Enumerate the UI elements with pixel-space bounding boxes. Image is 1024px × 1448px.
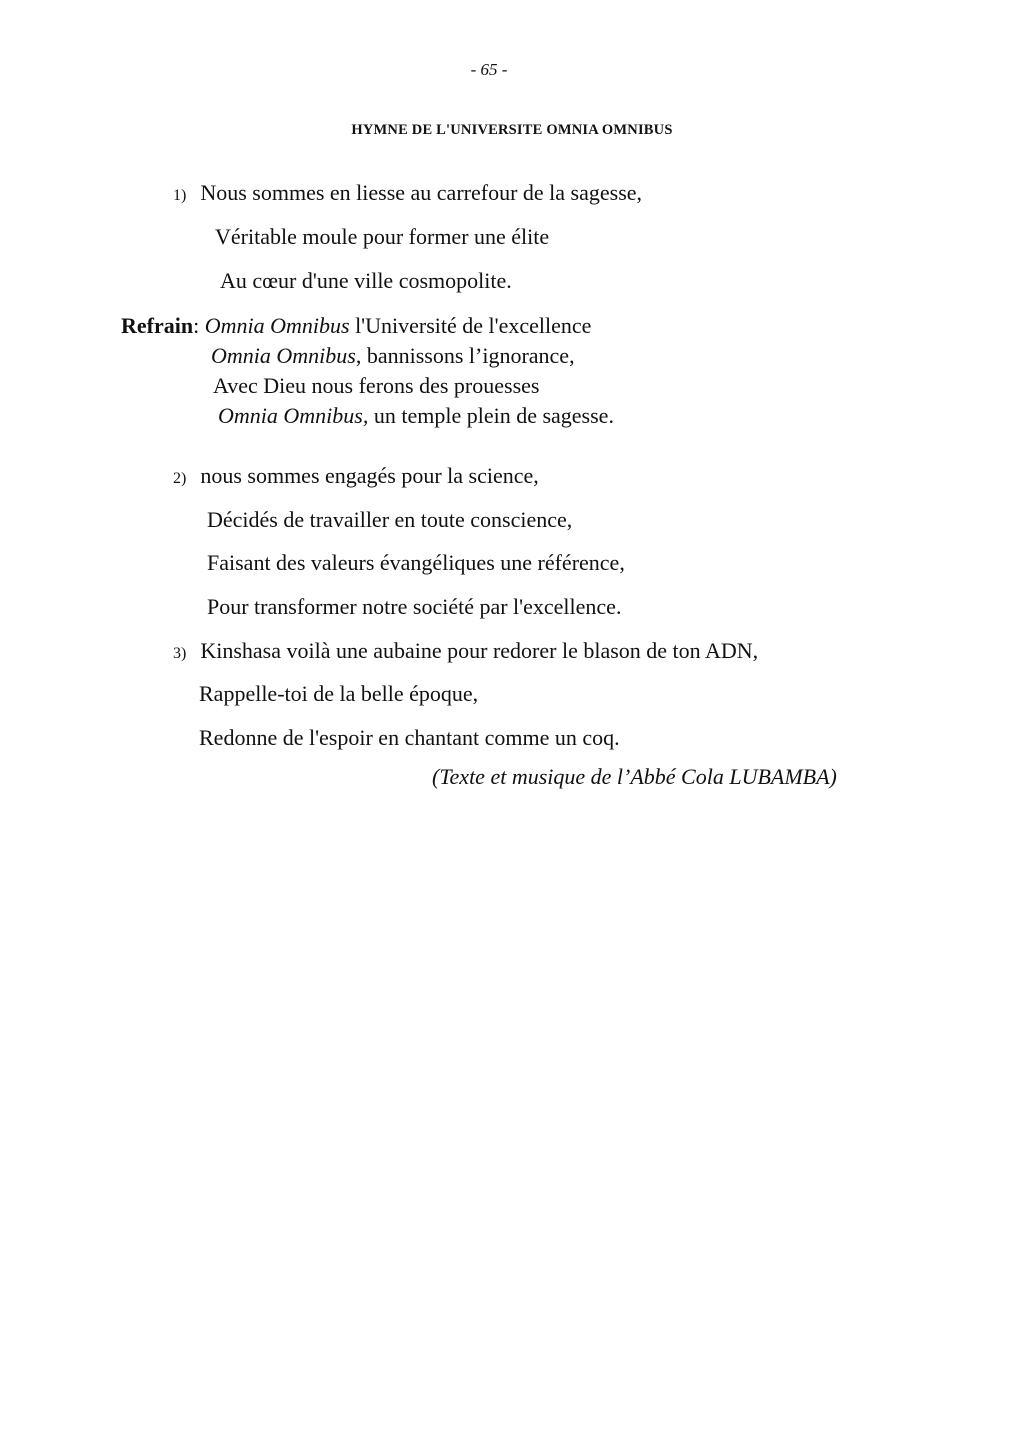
verse-1-line-1-text: Nous sommes en liesse au carrefour de la sagesse, xyxy=(200,180,643,205)
refrain-label: Refrain xyxy=(121,313,194,338)
refrain-line-1 xyxy=(121,315,591,337)
refrain-line-3: Avec Dieu nous ferons des prouesses xyxy=(213,373,540,398)
verse-2-line-3: Faisant des valeurs évangéliques une référence, xyxy=(207,550,625,575)
verse-1-line-3: Au cœur d'une ville cosmopolite. xyxy=(220,268,512,293)
refrain-line-4-italic: Omnia Omnibus, xyxy=(218,403,369,428)
verse-3-line-1 xyxy=(173,640,758,662)
refrain-line-2-rest: , bannissons l’ignorance, xyxy=(355,343,575,368)
verse-2-line-2: Décidés de travailler en toute conscience, xyxy=(207,507,573,532)
refrain-line-2 xyxy=(211,345,575,367)
refrain-line-2-italic: Omnia Omnibus xyxy=(211,343,356,368)
verse-3-line-1-text: Kinshasa voilà une aubaine pour redorer le blason de ton ADN, xyxy=(200,638,759,663)
refrain-colon: : xyxy=(193,313,205,338)
refrain-line-4-rest: un temple plein de sagesse. xyxy=(368,403,614,428)
verse-2-number: 2) xyxy=(173,470,187,487)
verse-3-number: 3) xyxy=(173,645,187,662)
verse-3-line-3: Redonne de l'espoir en chantant comme un coq. xyxy=(199,725,620,750)
verse-2-line-1 xyxy=(173,465,539,487)
verse-1-number: 1) xyxy=(173,187,187,204)
verse-2-line-4: Pour transformer notre société par l'excellence. xyxy=(207,594,622,619)
verse-2-line-1-text: nous sommes engagés pour la science, xyxy=(200,463,539,488)
author-credit: (Texte et musique de l’Abbé Cola LUBAMBA) xyxy=(432,764,837,789)
refrain-line-1-italic: Omnia Omnibus xyxy=(204,313,350,338)
verse-3-line-2: Rappelle-toi de la belle époque, xyxy=(199,681,479,706)
verse-1-line-1 xyxy=(173,182,642,204)
page-number: - 65 - xyxy=(470,60,508,79)
refrain-line-4 xyxy=(218,405,614,427)
hymn-title: HYMNE DE L'UNIVERSITE OMNIA OMNIBUS xyxy=(351,122,673,138)
verse-1-line-2: Véritable moule pour former une élite xyxy=(215,224,550,249)
refrain-line-1-rest: l'Université de l'excellence xyxy=(349,313,592,338)
